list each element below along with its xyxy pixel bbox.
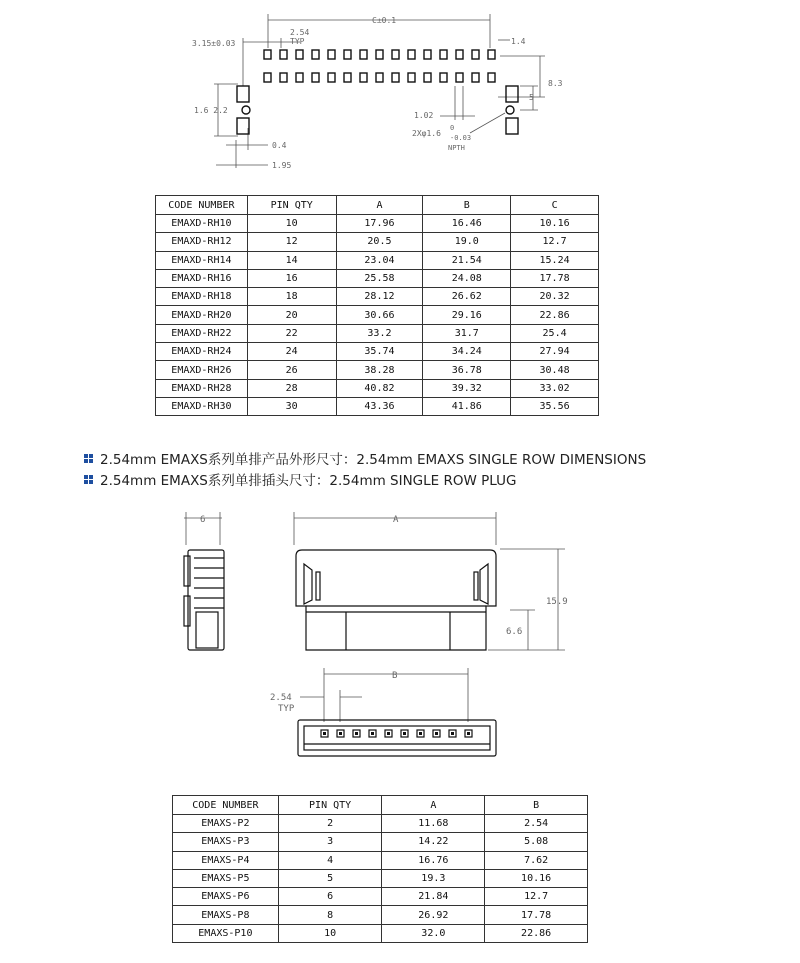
heading-text: 2.54mm EMAXS系列单排产品外形尺寸：2.54mm EMAXS SINGLE ROW DIMENSIONS bbox=[100, 452, 647, 468]
table-row bbox=[156, 343, 599, 361]
dim-83-label: 8.3 bbox=[548, 79, 563, 88]
table-row bbox=[156, 324, 599, 342]
col-pin-qty: PIN QTY bbox=[247, 196, 336, 215]
dim-66-label: 6.6 bbox=[506, 627, 523, 637]
cell-pin-qty: 4 bbox=[278, 851, 382, 869]
cell-a: 32.0 bbox=[382, 924, 485, 942]
cell-b: 10.16 bbox=[485, 869, 588, 887]
dim-hole-label: 2Xφ1.6 bbox=[412, 129, 441, 138]
cell-c: 22.86 bbox=[511, 306, 599, 324]
cell-code: EMAXD-RH20 bbox=[156, 306, 248, 324]
col-a: A bbox=[336, 196, 423, 215]
table-row bbox=[173, 851, 588, 869]
table-row bbox=[173, 888, 588, 906]
cell-c: 35.56 bbox=[511, 397, 599, 415]
cell-a: 17.96 bbox=[336, 215, 423, 233]
col-code-number: CODE NUMBER bbox=[156, 196, 248, 215]
table-row bbox=[156, 251, 599, 269]
cell-pin-qty: 24 bbox=[247, 343, 336, 361]
table-header-row bbox=[173, 796, 588, 815]
cell-pin-qty: 28 bbox=[247, 379, 336, 397]
cell-code: EMAXD-RH18 bbox=[156, 288, 248, 306]
cell-code: EMAXD-RH28 bbox=[156, 379, 248, 397]
cell-c: 20.32 bbox=[511, 288, 599, 306]
cell-a: 40.82 bbox=[336, 379, 423, 397]
cell-b: 19.0 bbox=[423, 233, 511, 251]
cell-b: 5.08 bbox=[485, 833, 588, 851]
cell-a: 38.28 bbox=[336, 361, 423, 379]
cell-a: 30.66 bbox=[336, 306, 423, 324]
cell-a: 23.04 bbox=[336, 251, 423, 269]
cell-code: EMAXD-RH10 bbox=[156, 215, 248, 233]
table-row bbox=[173, 906, 588, 924]
table-row bbox=[173, 869, 588, 887]
cell-pin-qty: 3 bbox=[278, 833, 382, 851]
cell-pin-qty: 16 bbox=[247, 269, 336, 287]
dim-14-label: 1.4 bbox=[511, 37, 526, 46]
dim-npth-label: NPTH bbox=[448, 144, 465, 152]
dim-pitch-typ-label: TYP bbox=[290, 37, 305, 46]
cell-c: 33.02 bbox=[511, 379, 599, 397]
cell-b: 41.86 bbox=[423, 397, 511, 415]
cell-b: 12.7 bbox=[485, 888, 588, 906]
col-b: B bbox=[485, 796, 588, 815]
cell-a: 20.5 bbox=[336, 233, 423, 251]
table-row bbox=[156, 215, 599, 233]
cell-code: EMAXD-RH26 bbox=[156, 361, 248, 379]
cell-b: 34.24 bbox=[423, 343, 511, 361]
cell-c: 25.4 bbox=[511, 324, 599, 342]
dim-1622-label: 1.6 2.2 bbox=[194, 106, 228, 115]
cell-pin-qty: 14 bbox=[247, 251, 336, 269]
cell-b: 29.16 bbox=[423, 306, 511, 324]
dim-159-label: 15.9 bbox=[546, 597, 568, 607]
cell-c: 15.24 bbox=[511, 251, 599, 269]
cell-c: 30.48 bbox=[511, 361, 599, 379]
cell-pin-qty: 10 bbox=[247, 215, 336, 233]
emaxs-plug-spec-table bbox=[172, 795, 588, 943]
cell-a: 11.68 bbox=[382, 815, 485, 833]
cell-code: EMAXS-P10 bbox=[173, 924, 279, 942]
dim-5-label: 5 bbox=[529, 93, 534, 102]
cell-b: 17.78 bbox=[485, 906, 588, 924]
cell-b: 2.54 bbox=[485, 815, 588, 833]
dim-6-label: 6 bbox=[200, 515, 206, 525]
cell-a: 33.2 bbox=[336, 324, 423, 342]
table-header-row bbox=[156, 196, 599, 215]
cell-pin-qty: 20 bbox=[247, 306, 336, 324]
cell-pin-qty: 10 bbox=[278, 924, 382, 942]
cell-b: 16.46 bbox=[423, 215, 511, 233]
heading-single-row-plug bbox=[84, 469, 516, 489]
dim-102-label: 1.02 bbox=[414, 111, 434, 120]
cell-b: 36.78 bbox=[423, 361, 511, 379]
heading-text: 2.54mm EMAXS系列单排插头尺寸：2.54mm SINGLE ROW PLUG bbox=[100, 473, 517, 489]
cell-a: 26.92 bbox=[382, 906, 485, 924]
dim-pitch-typ-label: TYP bbox=[278, 704, 295, 714]
table-row bbox=[156, 233, 599, 251]
dim-c-label: C±0.1 bbox=[372, 16, 397, 25]
cell-a: 16.76 bbox=[382, 851, 485, 869]
cell-b: 39.32 bbox=[423, 379, 511, 397]
col-code-number: CODE NUMBER bbox=[173, 796, 279, 815]
dim-pitch-label: 2.54 bbox=[290, 28, 310, 37]
cell-code: EMAXS-P3 bbox=[173, 833, 279, 851]
table-row bbox=[173, 833, 588, 851]
cell-pin-qty: 18 bbox=[247, 288, 336, 306]
cell-a: 35.74 bbox=[336, 343, 423, 361]
heading-single-row-dimensions bbox=[84, 448, 646, 468]
cell-a: 21.84 bbox=[382, 888, 485, 906]
col-a: A bbox=[382, 796, 485, 815]
cell-pin-qty: 6 bbox=[278, 888, 382, 906]
dim-hole-tol-bot: -0.03 bbox=[450, 134, 472, 142]
cell-code: EMAXD-RH22 bbox=[156, 324, 248, 342]
cell-code: EMAXD-RH12 bbox=[156, 233, 248, 251]
cell-code: EMAXS-P6 bbox=[173, 888, 279, 906]
cell-b: 7.62 bbox=[485, 851, 588, 869]
cell-pin-qty: 5 bbox=[278, 869, 382, 887]
cell-code: EMAXS-P2 bbox=[173, 815, 279, 833]
dim-b-label: B bbox=[392, 671, 398, 681]
table-row bbox=[173, 815, 588, 833]
cell-code: EMAXD-RH14 bbox=[156, 251, 248, 269]
dim-04-label: 0.4 bbox=[272, 141, 287, 150]
cell-pin-qty: 22 bbox=[247, 324, 336, 342]
table-row bbox=[156, 361, 599, 379]
emaxd-spec-table bbox=[155, 195, 599, 416]
col-pin-qty: PIN QTY bbox=[278, 796, 382, 815]
cell-c: 10.16 bbox=[511, 215, 599, 233]
cell-pin-qty: 30 bbox=[247, 397, 336, 415]
cell-c: 27.94 bbox=[511, 343, 599, 361]
cell-c: 12.7 bbox=[511, 233, 599, 251]
cell-b: 24.08 bbox=[423, 269, 511, 287]
cell-b: 26.62 bbox=[423, 288, 511, 306]
cell-pin-qty: 12 bbox=[247, 233, 336, 251]
cell-b: 21.54 bbox=[423, 251, 511, 269]
dim-pitch-label: 2.54 bbox=[270, 693, 292, 703]
dim-315-label: 3.15±0.03 bbox=[192, 39, 236, 48]
cell-code: EMAXS-P5 bbox=[173, 869, 279, 887]
dim-hole-tol-top: 0 bbox=[450, 124, 455, 132]
cell-code: EMAXD-RH24 bbox=[156, 343, 248, 361]
table-row bbox=[156, 269, 599, 287]
table-row bbox=[156, 397, 599, 415]
cell-code: EMAXD-RH16 bbox=[156, 269, 248, 287]
cell-b: 22.86 bbox=[485, 924, 588, 942]
cell-pin-qty: 26 bbox=[247, 361, 336, 379]
table-row bbox=[156, 288, 599, 306]
cell-a: 28.12 bbox=[336, 288, 423, 306]
cell-pin-qty: 8 bbox=[278, 906, 382, 924]
cell-code: EMAXD-RH30 bbox=[156, 397, 248, 415]
cell-a: 19.3 bbox=[382, 869, 485, 887]
cell-c: 17.78 bbox=[511, 269, 599, 287]
blue-square-bullet-icon bbox=[84, 475, 93, 484]
pcb-footprint-drawing bbox=[0, 0, 800, 185]
plug-drawing bbox=[0, 500, 800, 790]
cell-b: 31.7 bbox=[423, 324, 511, 342]
cell-pin-qty: 2 bbox=[278, 815, 382, 833]
cell-a: 43.36 bbox=[336, 397, 423, 415]
col-b: B bbox=[423, 196, 511, 215]
cell-code: EMAXS-P4 bbox=[173, 851, 279, 869]
dim-a-label: A bbox=[393, 515, 399, 525]
col-c: C bbox=[511, 196, 599, 215]
cell-a: 25.58 bbox=[336, 269, 423, 287]
table-row bbox=[156, 379, 599, 397]
dim-195-label: 1.95 bbox=[272, 161, 292, 170]
table-row bbox=[156, 306, 599, 324]
table-row bbox=[173, 924, 588, 942]
blue-square-bullet-icon bbox=[84, 454, 93, 463]
cell-code: EMAXS-P8 bbox=[173, 906, 279, 924]
cell-a: 14.22 bbox=[382, 833, 485, 851]
